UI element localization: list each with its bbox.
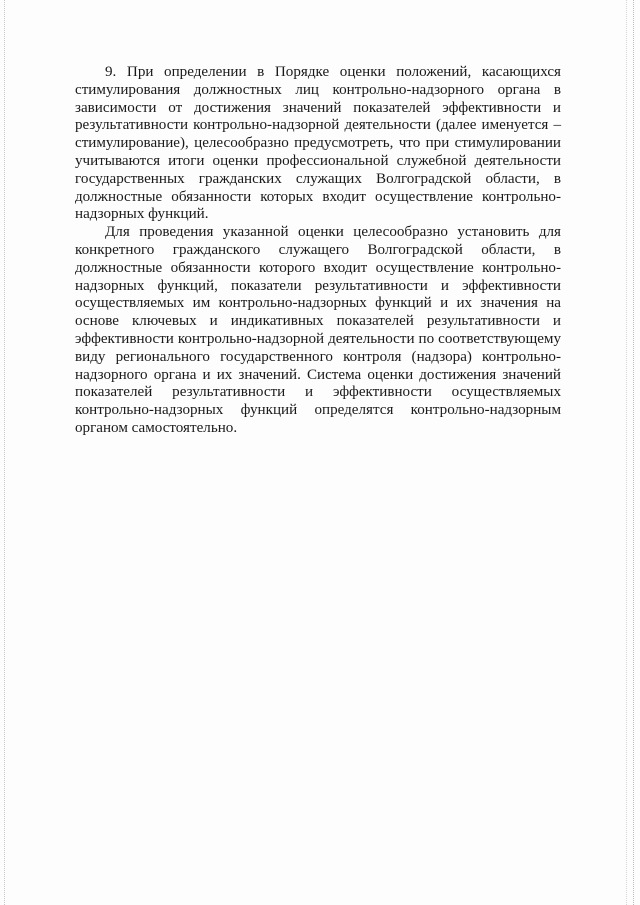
paragraph-assessment: Для проведения указанной оценки целесообразно установить для конкретного гражданского служащего Волгоградской области, в должностные обязанности которого входит осуществление контрольно-надзорных функций, показатели результативности и эффективности осуществляемых им контрольно-надзорных функций и их значения на основе ключевых и индикативных показателей результативности и эффективности контрольно-надзорной деятельности по соответствующему виду регионального государственного контроля (надзора) контрольно-надзорного органа и их значений. Система оценки достижения значений показателей результативности и эффективности осуществляемых контрольно-надзорных функций определятся контрольно-надзорным органом самостоятельно. — [75, 224, 561, 436]
scan-edge-right-inner — [626, 0, 628, 905]
document-body — [75, 64, 561, 438]
scan-edge-left — [4, 0, 6, 905]
scan-edge-right — [633, 0, 635, 905]
paragraph-9: 9. При определении в Порядке оценки положений, касающихся стимулирования должностных лиц контрольно-надзорного органа в зависимости от достижения значений показателей эффективности и результативности контрольно-надзорной деятельности (далее именуется – стимулирование), целесообразно предусмотреть, что при стимулировании учитываются итоги оценки профессиональной служебной деятельности государственных гражданских служащих Волгоградской области, в должностные обязанности которых входит осуществление контрольно-надзорных функций. — [75, 64, 561, 223]
